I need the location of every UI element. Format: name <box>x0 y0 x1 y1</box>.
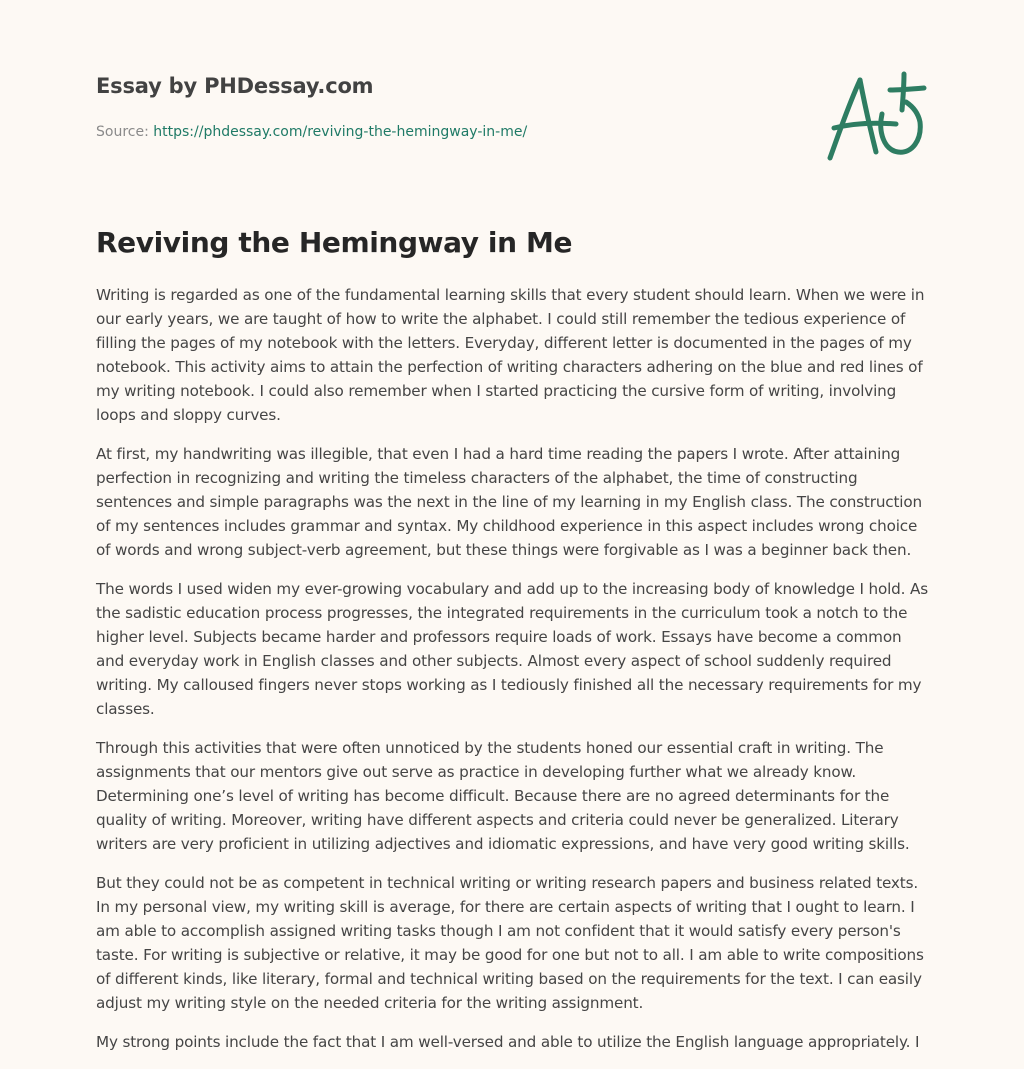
article-paragraph: Through this activities that were often unnoticed by the students honed our essential craft in writing. The assignments that our mentors give out serve as practice in developing further what we already know. Determining one’s level of writing has become difficult. Because there are no agreed determinants for the quality of writing. Moreover, writing have different aspects and criteria could never be generalized. Literary writers are very proficient in utilizing adjectives and idiomatic expressions, and have very good writing skills. <box>96 739 910 853</box>
a-plus-grade-icon <box>820 66 930 166</box>
article-title: Reviving the Hemingway in Me <box>96 226 573 259</box>
page-header <box>96 74 928 140</box>
source-label: Source: <box>96 124 154 140</box>
article-paragraph: The words I used widen my ever-growing vocabulary and add up to the increasing body of knowledge I hold. As the sadistic education process progresses, the integrated requirements in the curriculum took a notch to the higher level. Subjects became harder and professors require loads of work. Essays have become a common and everyday work in English classes and other subjects. Almost every aspect of school suddenly required writing. My calloused fingers never stops working as I tediously finished all the necessary requirements for my classes. <box>96 580 929 718</box>
article-paragraph: At first, my handwriting was illegible, that even I had a hard time reading the papers I wrote. After attaining perfection in recognizing and writing the timeless characters of the alphabet, the time of constructing sentences and simple paragraphs was the next in the line of my learning in my English class. The construction of my sentences includes grammar and syntax. My childhood experience in this aspect includes wrong choice of words and wrong subject-verb agreement, but these things were forgivable as I was a beginner back then. <box>96 445 922 559</box>
source-link[interactable]: https://phdessay.com/reviving-the-hemingway-in-me/ <box>153 124 528 140</box>
site-brand: Essay by PHDessay.com <box>96 74 374 98</box>
article-paragraph: My strong points include the fact that I am well-versed and able to utilize the English language appropriately. I <box>96 1033 920 1051</box>
article-paragraph: Writing is regarded as one of the fundamental learning skills that every student should learn. When we were in our early years, we are taught of how to write the alphabet. I could still remember the tedious experience of filling the pages of my notebook with the letters. Everyday, different letter is documented in the pages of my notebook. This activity aims to attain the perfection of writing characters adhering on the blue and red lines of my writing notebook. I could also remember when I started practicing the cursive form of writing, involving loops and sloppy curves. <box>96 286 925 424</box>
source-line <box>96 124 527 140</box>
article <box>96 226 930 1069</box>
article-paragraph: But they could not be as competent in technical writing or writing research papers and business related texts. In my personal view, my writing skill is average, for there are certain aspects of writing that I ought to learn. I am able to accomplish assigned writing tasks though I am not confident that it would satisfy every person's taste. For writing is subjective or relative, it may be good for one but not to all. I am able to write compositions of different kinds, like literary, formal and technical writing based on the requirements for the text. I can easily adjust my writing style on the needed criteria for the writing assignment. <box>96 874 924 1012</box>
